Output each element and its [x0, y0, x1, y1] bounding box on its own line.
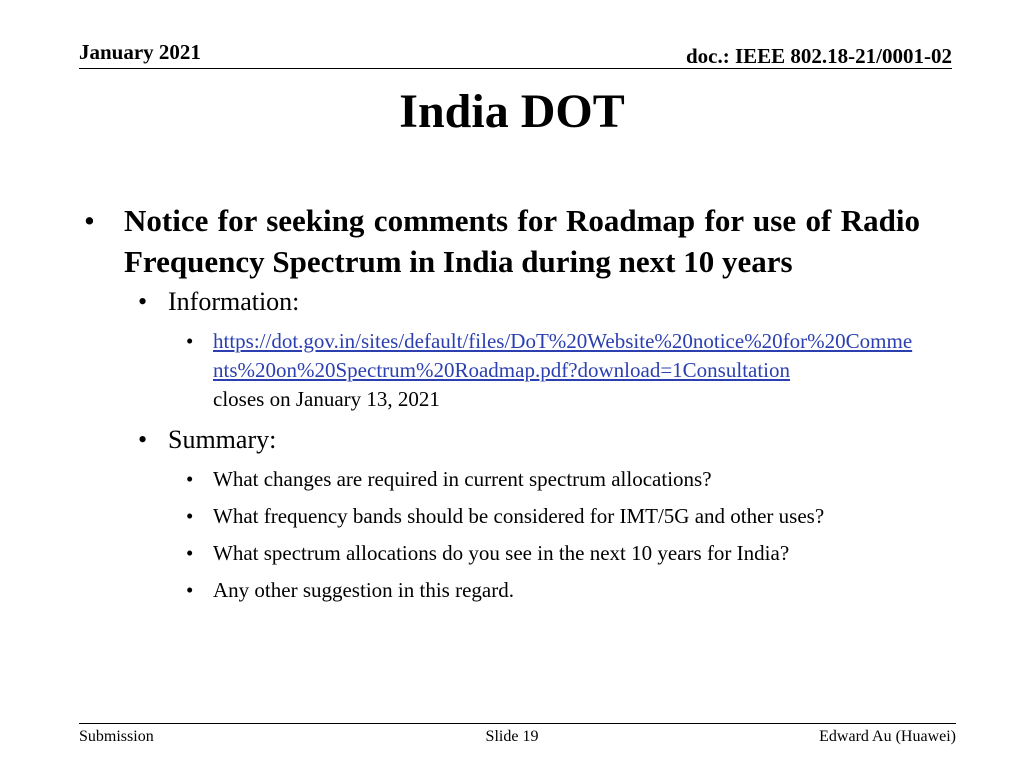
footer-slide-number: Slide 19	[485, 728, 539, 745]
main-bullet-text: Notice for seeking comments for Roadmap for use of Radio Frequency Spectrum in India during next 10 years	[124, 203, 920, 279]
spacer	[80, 414, 920, 420]
bullet-icon: •	[186, 541, 194, 565]
bullet-icon: •	[186, 504, 194, 528]
information-item	[80, 286, 920, 317]
slide-content	[80, 200, 920, 605]
header-doc-id: doc.: IEEE 802.18-21/0001-02	[685, 44, 952, 68]
header-rule	[79, 68, 952, 69]
header-date: January 2021	[79, 40, 201, 64]
information-link-item	[80, 327, 920, 414]
bullet-icon: •	[138, 425, 148, 454]
bullet-icon: •	[84, 203, 95, 238]
bullet-icon: •	[186, 329, 194, 353]
summary-question-text: What frequency bands should be considered for IMT/5G and other uses?	[213, 504, 825, 528]
summary-question	[80, 502, 920, 531]
summary-question	[80, 465, 920, 494]
consultation-note: closes on January 13, 2021	[213, 387, 440, 411]
main-bullet	[80, 200, 920, 282]
summary-question	[80, 539, 920, 568]
information-label: Information:	[168, 287, 300, 316]
footer-author: Edward Au (Huawei)	[819, 728, 956, 745]
footer-rule	[79, 723, 956, 724]
summary-question-text: What spectrum allocations do you see in the next 10 years for India?	[213, 541, 790, 565]
bullet-icon: •	[186, 578, 194, 602]
summary-item	[80, 424, 920, 455]
bullet-icon: •	[138, 287, 148, 316]
summary-question-text: What changes are required in current spectrum allocations?	[213, 467, 712, 491]
slide-title: India DOT	[399, 85, 625, 138]
summary-question-text: Any other suggestion in this regard.	[213, 578, 514, 602]
roadmap-notice-link[interactable]: https://dot.gov.in/sites/default/files/DoT%20Website%20notice%20for%20Comments%20on%20Spectrum%20Roadmap.pdf?download=1Consultation	[213, 329, 913, 382]
summary-label: Summary:	[168, 425, 277, 454]
summary-question	[80, 576, 920, 605]
footer-submission: Submission	[79, 728, 154, 745]
bullet-icon: •	[186, 467, 194, 491]
